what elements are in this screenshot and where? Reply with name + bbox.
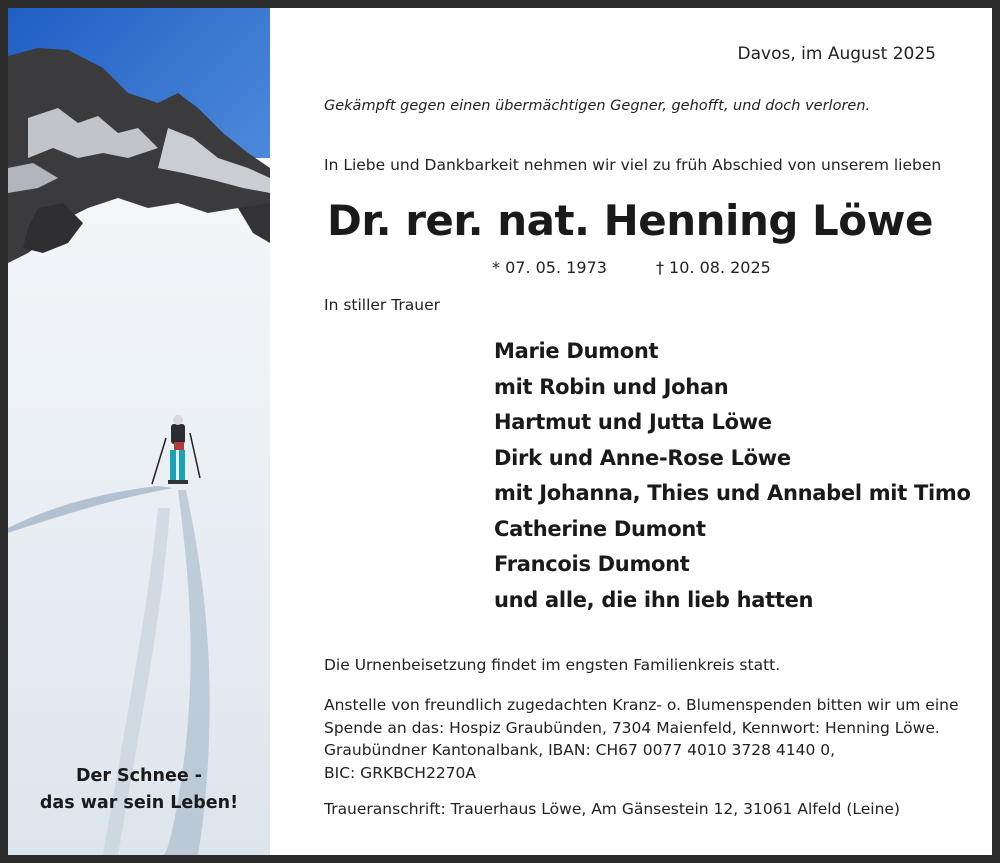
burial-note: Die Urnenbeisetzung findet im engsten Familienkreis statt.: [324, 656, 781, 674]
mourner: mit Robin und Johan: [494, 374, 729, 399]
motto: Gekämpft gegen einen übermächtigen Gegner, gehofft, und doch verloren.: [324, 98, 871, 114]
mourning-address: Traueranschrift: Trauerhaus Löwe, Am Gänsestein 12, 31061 Alfeld (Leine): [324, 800, 900, 818]
life-dates: [492, 258, 771, 277]
donation-line: Graubündner Kantonalbank, IBAN: CH67 0077 4010 3728 4140 0,: [324, 741, 836, 759]
mourner: Catherine Dumont: [494, 516, 706, 541]
death-date: † 10. 08. 2025: [655, 258, 771, 277]
obituary-text: [324, 8, 971, 855]
caption-line: Der Schnee -: [75, 766, 203, 786]
mourners-list: [494, 334, 971, 618]
mourner: Hartmut und Jutta Löwe: [494, 410, 772, 434]
birth-date: * 07. 05. 1973: [492, 258, 607, 277]
snow-slope: [8, 158, 270, 855]
mourner: und alle, die ihn lieb hatten: [494, 587, 814, 612]
mountain-photo: [8, 8, 270, 855]
mourner: Dirk und Anne-Rose Löwe: [494, 445, 791, 470]
photo-caption: [8, 763, 270, 817]
intro-text: In Liebe und Dankbarkeit nehmen wir viel zu früh Abschied von unserem lieben: [324, 156, 942, 174]
donation-line: Anstelle von freundlich zugedachten Kranz- o. Blumenspenden bitten wir um eine: [324, 696, 959, 714]
dateline: Davos, im August 2025: [737, 44, 936, 64]
mourner: Francois Dumont: [494, 552, 690, 576]
mourner: Marie Dumont: [494, 339, 659, 363]
caption-line: das war sein Leben!: [39, 793, 239, 813]
donation-note: [324, 694, 959, 784]
donation-line: BIC: GRKBCH2270A: [324, 763, 477, 782]
obituary-card: [8, 8, 992, 855]
donation-line: Spende an das: Hospiz Graubünden, 7304 Maienfeld, Kennwort: Henning Löwe.: [324, 718, 940, 737]
mourner: mit Johanna, Thies und Annabel mit Timo: [494, 481, 971, 505]
mourning-intro: In stiller Trauer: [324, 296, 441, 314]
deceased-name: Dr. rer. nat. Henning Löwe: [327, 196, 933, 245]
